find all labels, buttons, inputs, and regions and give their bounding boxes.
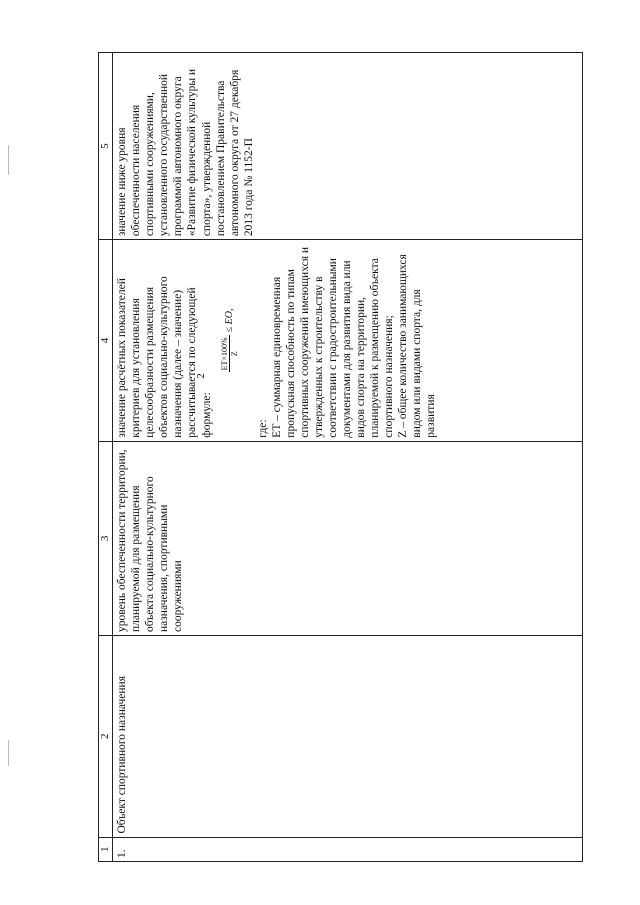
calculation-cell <box>113 240 583 442</box>
object-cell: Объект спортивного назначения <box>113 636 583 838</box>
row-number: 1. <box>113 837 583 861</box>
landscape-sheet <box>98 52 583 862</box>
z-definition: Z – общее количество занимающихся видом или видами спорта, для развития <box>397 254 438 438</box>
header-cell-2: 2 <box>99 636 113 838</box>
scan-edge-mark <box>8 740 9 766</box>
scan-edge-mark <box>8 145 9 175</box>
header-cell-3: 3 <box>99 441 113 635</box>
table-row <box>113 53 583 862</box>
criterion-cell: уровень обеспеченности территории, планируемой для размещения объекта социально-культурного назначения, спортивными сооружениями <box>113 441 583 635</box>
header-cell-5: 5 <box>99 53 113 240</box>
header-row <box>99 53 113 862</box>
formula <box>220 243 241 438</box>
calculation-intro: значение расчётных показателей критериев для установления целесообразности размещения объектов социально-культурного назначения (далее – значение) рассчитывается по следующей формуле: <box>116 276 213 438</box>
header-cell-4: 4 <box>99 240 113 442</box>
where-label: где: <box>257 419 270 438</box>
formula-relation: ≤ EO, <box>223 308 235 333</box>
formula-fraction <box>220 335 241 372</box>
formula-numerator: ET×100% <box>219 337 229 371</box>
page-number: 2 <box>195 373 207 379</box>
formula-denominator: Z <box>230 351 240 357</box>
criteria-table <box>98 52 583 862</box>
note-cell: значение ниже уровня обеспеченности населения спортивными сооружениями, установленного государственной программой автономного округа «Развитие физической культуры и спорта», утвержденной постановлением Правительства автономного округа от 27 декабря 2013 года № 1152-П <box>113 53 583 240</box>
header-cell-1: 1 <box>99 837 113 861</box>
et-definition: ET – суммарная единовременная пропускная способность по типам спортивных сооружений имеющихся и утвержденных к строительству в соответствии с градостроительными документами для развития вида или видов спорта на территории, планируемой к размещению объекта спортивного назначения; <box>271 246 396 438</box>
